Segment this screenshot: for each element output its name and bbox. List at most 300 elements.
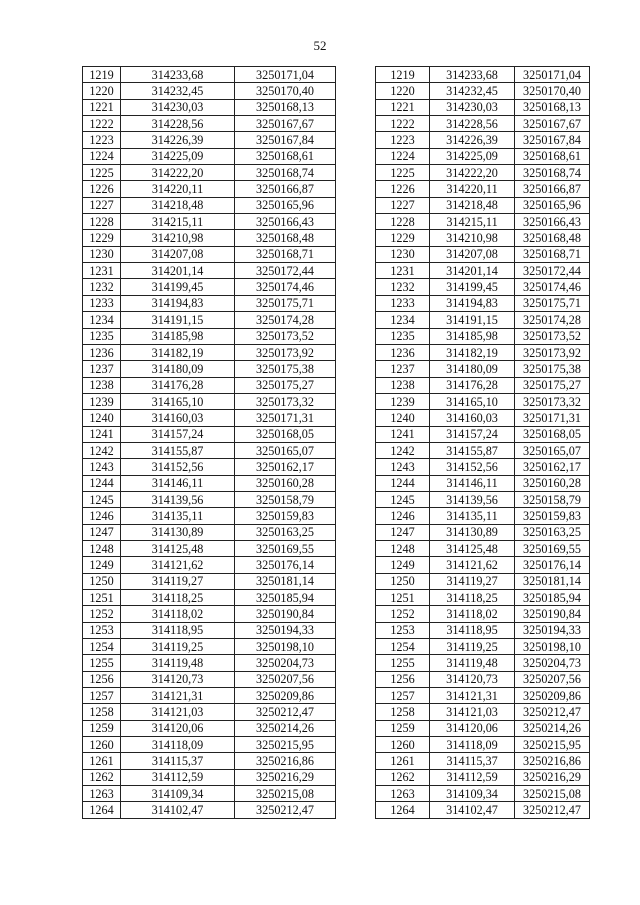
x-coordinate-cell: 314120,73 — [430, 671, 515, 687]
table-row — [376, 148, 590, 164]
point-number-cell: 1237 — [376, 361, 430, 377]
table-row — [83, 524, 336, 540]
y-coordinate-cell: 3250165,96 — [235, 197, 336, 213]
point-number-cell: 1264 — [83, 802, 121, 818]
y-coordinate-cell: 3250168,05 — [235, 426, 336, 442]
y-coordinate-cell: 3250171,31 — [515, 410, 590, 426]
table-row — [376, 720, 590, 736]
table-row — [83, 116, 336, 132]
table-row — [83, 410, 336, 426]
y-coordinate-cell: 3250174,46 — [235, 279, 336, 295]
point-number-cell: 1228 — [83, 214, 121, 230]
x-coordinate-cell: 314119,27 — [121, 573, 235, 589]
table-row — [376, 344, 590, 360]
x-coordinate-cell: 314125,48 — [121, 540, 235, 556]
x-coordinate-cell: 314130,89 — [430, 524, 515, 540]
x-coordinate-cell: 314115,37 — [121, 753, 235, 769]
y-coordinate-cell: 3250216,86 — [515, 753, 590, 769]
x-coordinate-cell: 314160,03 — [430, 410, 515, 426]
table-row — [83, 720, 336, 736]
table-row — [376, 279, 590, 295]
x-coordinate-cell: 314118,25 — [121, 590, 235, 606]
y-coordinate-cell: 3250165,96 — [515, 197, 590, 213]
table-row — [376, 181, 590, 197]
y-coordinate-cell: 3250168,61 — [235, 148, 336, 164]
x-coordinate-cell: 314135,11 — [430, 508, 515, 524]
y-coordinate-cell: 3250172,44 — [515, 263, 590, 279]
table-row — [83, 475, 336, 491]
y-coordinate-cell: 3250175,71 — [515, 295, 590, 311]
point-number-cell: 1263 — [376, 786, 430, 802]
point-number-cell: 1258 — [376, 704, 430, 720]
coordinates-table-right-body — [376, 67, 590, 819]
point-number-cell: 1240 — [376, 410, 430, 426]
table-row — [83, 590, 336, 606]
table-row — [376, 786, 590, 802]
table-row — [83, 459, 336, 475]
table-row — [83, 393, 336, 409]
y-coordinate-cell: 3250175,27 — [235, 377, 336, 393]
table-row — [83, 165, 336, 181]
y-coordinate-cell: 3250216,29 — [515, 769, 590, 785]
point-number-cell: 1258 — [83, 704, 121, 720]
y-coordinate-cell: 3250168,71 — [235, 246, 336, 262]
point-number-cell: 1243 — [376, 459, 430, 475]
point-number-cell: 1242 — [376, 442, 430, 458]
point-number-cell: 1257 — [83, 688, 121, 704]
x-coordinate-cell: 314155,87 — [121, 442, 235, 458]
point-number-cell: 1220 — [376, 83, 430, 99]
table-row — [376, 99, 590, 115]
x-coordinate-cell: 314102,47 — [121, 802, 235, 818]
y-coordinate-cell: 3250176,14 — [515, 557, 590, 573]
x-coordinate-cell: 314201,14 — [430, 263, 515, 279]
y-coordinate-cell: 3250165,07 — [515, 442, 590, 458]
y-coordinate-cell: 3250185,94 — [235, 590, 336, 606]
point-number-cell: 1220 — [83, 83, 121, 99]
table-row — [83, 99, 336, 115]
table-row — [83, 312, 336, 328]
point-number-cell: 1223 — [376, 132, 430, 148]
y-coordinate-cell: 3250162,17 — [515, 459, 590, 475]
y-coordinate-cell: 3250166,43 — [235, 214, 336, 230]
x-coordinate-cell: 314194,83 — [121, 295, 235, 311]
table-row — [83, 802, 336, 818]
x-coordinate-cell: 314125,48 — [430, 540, 515, 556]
table-row — [83, 737, 336, 753]
x-coordinate-cell: 314210,98 — [121, 230, 235, 246]
table-row — [83, 786, 336, 802]
x-coordinate-cell: 314230,03 — [121, 99, 235, 115]
table-row — [376, 590, 590, 606]
coordinates-table-right — [375, 66, 590, 819]
x-coordinate-cell: 314118,09 — [121, 737, 235, 753]
table-row — [376, 295, 590, 311]
y-coordinate-cell: 3250215,95 — [515, 737, 590, 753]
x-coordinate-cell: 314226,39 — [121, 132, 235, 148]
y-coordinate-cell: 3250212,47 — [515, 802, 590, 818]
x-coordinate-cell: 314176,28 — [121, 377, 235, 393]
x-coordinate-cell: 314109,34 — [121, 786, 235, 802]
y-coordinate-cell: 3250171,04 — [235, 67, 336, 83]
table-row — [83, 197, 336, 213]
y-coordinate-cell: 3250214,26 — [515, 720, 590, 736]
point-number-cell: 1245 — [376, 491, 430, 507]
y-coordinate-cell: 3250174,46 — [515, 279, 590, 295]
table-row — [83, 328, 336, 344]
y-coordinate-cell: 3250215,08 — [515, 786, 590, 802]
y-coordinate-cell: 3250165,07 — [235, 442, 336, 458]
table-row — [83, 622, 336, 638]
x-coordinate-cell: 314120,73 — [121, 671, 235, 687]
table-row — [376, 328, 590, 344]
x-coordinate-cell: 314112,59 — [430, 769, 515, 785]
point-number-cell: 1245 — [83, 491, 121, 507]
y-coordinate-cell: 3250175,38 — [515, 361, 590, 377]
x-coordinate-cell: 314226,39 — [430, 132, 515, 148]
point-number-cell: 1261 — [376, 753, 430, 769]
table-row — [83, 377, 336, 393]
x-coordinate-cell: 314207,08 — [430, 246, 515, 262]
table-row — [376, 132, 590, 148]
x-coordinate-cell: 314233,68 — [121, 67, 235, 83]
point-number-cell: 1243 — [83, 459, 121, 475]
point-number-cell: 1248 — [376, 540, 430, 556]
table-row — [376, 508, 590, 524]
point-number-cell: 1239 — [83, 393, 121, 409]
y-coordinate-cell: 3250175,71 — [235, 295, 336, 311]
y-coordinate-cell: 3250171,31 — [235, 410, 336, 426]
point-number-cell: 1226 — [376, 181, 430, 197]
y-coordinate-cell: 3250198,10 — [515, 639, 590, 655]
table-row — [376, 769, 590, 785]
x-coordinate-cell: 314118,95 — [430, 622, 515, 638]
table-row — [83, 67, 336, 83]
point-number-cell: 1262 — [376, 769, 430, 785]
point-number-cell: 1221 — [83, 99, 121, 115]
table-row — [376, 312, 590, 328]
x-coordinate-cell: 314199,45 — [121, 279, 235, 295]
point-number-cell: 1230 — [83, 246, 121, 262]
y-coordinate-cell: 3250190,84 — [515, 606, 590, 622]
x-coordinate-cell: 314180,09 — [430, 361, 515, 377]
point-number-cell: 1246 — [376, 508, 430, 524]
x-coordinate-cell: 314102,47 — [430, 802, 515, 818]
y-coordinate-cell: 3250169,55 — [235, 540, 336, 556]
y-coordinate-cell: 3250169,55 — [515, 540, 590, 556]
x-coordinate-cell: 314165,10 — [430, 393, 515, 409]
point-number-cell: 1238 — [376, 377, 430, 393]
y-coordinate-cell: 3250204,73 — [235, 655, 336, 671]
y-coordinate-cell: 3250158,79 — [235, 491, 336, 507]
table-row — [83, 671, 336, 687]
x-coordinate-cell: 314130,89 — [121, 524, 235, 540]
y-coordinate-cell: 3250173,92 — [515, 344, 590, 360]
point-number-cell: 1260 — [376, 737, 430, 753]
x-coordinate-cell: 314120,06 — [430, 720, 515, 736]
point-number-cell: 1235 — [83, 328, 121, 344]
y-coordinate-cell: 3250215,08 — [235, 786, 336, 802]
point-number-cell: 1222 — [376, 116, 430, 132]
point-number-cell: 1228 — [376, 214, 430, 230]
x-coordinate-cell: 314119,48 — [430, 655, 515, 671]
y-coordinate-cell: 3250185,94 — [515, 590, 590, 606]
y-coordinate-cell: 3250168,74 — [235, 165, 336, 181]
x-coordinate-cell: 314109,34 — [430, 786, 515, 802]
table-row — [83, 230, 336, 246]
table-row — [376, 459, 590, 475]
point-number-cell: 1256 — [83, 671, 121, 687]
point-number-cell: 1257 — [376, 688, 430, 704]
table-row — [376, 263, 590, 279]
table-row — [376, 475, 590, 491]
table-row — [83, 83, 336, 99]
table-row — [83, 540, 336, 556]
x-coordinate-cell: 314118,09 — [430, 737, 515, 753]
table-row — [83, 639, 336, 655]
point-number-cell: 1225 — [83, 165, 121, 181]
y-coordinate-cell: 3250168,13 — [235, 99, 336, 115]
x-coordinate-cell: 314157,24 — [121, 426, 235, 442]
x-coordinate-cell: 314210,98 — [430, 230, 515, 246]
x-coordinate-cell: 314112,59 — [121, 769, 235, 785]
table-row — [376, 753, 590, 769]
x-coordinate-cell: 314228,56 — [430, 116, 515, 132]
point-number-cell: 1232 — [376, 279, 430, 295]
table-row — [376, 165, 590, 181]
point-number-cell: 1250 — [376, 573, 430, 589]
point-number-cell: 1235 — [376, 328, 430, 344]
point-number-cell: 1252 — [376, 606, 430, 622]
x-coordinate-cell: 314118,02 — [430, 606, 515, 622]
x-coordinate-cell: 314201,14 — [121, 263, 235, 279]
x-coordinate-cell: 314119,27 — [430, 573, 515, 589]
point-number-cell: 1225 — [376, 165, 430, 181]
x-coordinate-cell: 314182,19 — [121, 344, 235, 360]
table-row — [376, 67, 590, 83]
point-number-cell: 1260 — [83, 737, 121, 753]
x-coordinate-cell: 314119,25 — [121, 639, 235, 655]
x-coordinate-cell: 314218,48 — [430, 197, 515, 213]
y-coordinate-cell: 3250173,52 — [515, 328, 590, 344]
point-number-cell: 1261 — [83, 753, 121, 769]
point-number-cell: 1227 — [376, 197, 430, 213]
y-coordinate-cell: 3250173,52 — [235, 328, 336, 344]
point-number-cell: 1239 — [376, 393, 430, 409]
y-coordinate-cell: 3250181,14 — [235, 573, 336, 589]
table-row — [83, 214, 336, 230]
y-coordinate-cell: 3250190,84 — [235, 606, 336, 622]
x-coordinate-cell: 314215,11 — [121, 214, 235, 230]
x-coordinate-cell: 314215,11 — [430, 214, 515, 230]
table-row — [376, 116, 590, 132]
table-row — [376, 426, 590, 442]
y-coordinate-cell: 3250216,29 — [235, 769, 336, 785]
table-row — [376, 361, 590, 377]
x-coordinate-cell: 314152,56 — [121, 459, 235, 475]
x-coordinate-cell: 314232,45 — [430, 83, 515, 99]
point-number-cell: 1233 — [376, 295, 430, 311]
point-number-cell: 1248 — [83, 540, 121, 556]
table-row — [83, 295, 336, 311]
x-coordinate-cell: 314233,68 — [430, 67, 515, 83]
coordinates-table-left-body — [83, 67, 336, 819]
y-coordinate-cell: 3250194,33 — [235, 622, 336, 638]
y-coordinate-cell: 3250166,87 — [515, 181, 590, 197]
point-number-cell: 1223 — [83, 132, 121, 148]
table-row — [376, 377, 590, 393]
point-number-cell: 1255 — [376, 655, 430, 671]
x-coordinate-cell: 314118,95 — [121, 622, 235, 638]
point-number-cell: 1247 — [83, 524, 121, 540]
x-coordinate-cell: 314157,24 — [430, 426, 515, 442]
x-coordinate-cell: 314185,98 — [430, 328, 515, 344]
y-coordinate-cell: 3250212,47 — [235, 802, 336, 818]
point-number-cell: 1230 — [376, 246, 430, 262]
y-coordinate-cell: 3250172,44 — [235, 263, 336, 279]
point-number-cell: 1250 — [83, 573, 121, 589]
table-row — [376, 540, 590, 556]
y-coordinate-cell: 3250216,86 — [235, 753, 336, 769]
y-coordinate-cell: 3250158,79 — [515, 491, 590, 507]
point-number-cell: 1231 — [83, 263, 121, 279]
point-number-cell: 1252 — [83, 606, 121, 622]
y-coordinate-cell: 3250163,25 — [235, 524, 336, 540]
x-coordinate-cell: 314182,19 — [430, 344, 515, 360]
y-coordinate-cell: 3250209,86 — [235, 688, 336, 704]
point-number-cell: 1241 — [83, 426, 121, 442]
table-row — [83, 361, 336, 377]
table-row — [83, 263, 336, 279]
y-coordinate-cell: 3250174,28 — [515, 312, 590, 328]
table-row — [376, 671, 590, 687]
y-coordinate-cell: 3250168,71 — [515, 246, 590, 262]
table-row — [83, 442, 336, 458]
x-coordinate-cell: 314121,62 — [121, 557, 235, 573]
table-row — [376, 606, 590, 622]
x-coordinate-cell: 314146,11 — [430, 475, 515, 491]
x-coordinate-cell: 314185,98 — [121, 328, 235, 344]
y-coordinate-cell: 3250168,74 — [515, 165, 590, 181]
table-row — [83, 148, 336, 164]
table-row — [83, 426, 336, 442]
x-coordinate-cell: 314228,56 — [121, 116, 235, 132]
table-row — [83, 279, 336, 295]
point-number-cell: 1247 — [376, 524, 430, 540]
table-row — [376, 442, 590, 458]
point-number-cell: 1226 — [83, 181, 121, 197]
point-number-cell: 1244 — [376, 475, 430, 491]
x-coordinate-cell: 314199,45 — [430, 279, 515, 295]
y-coordinate-cell: 3250173,32 — [235, 393, 336, 409]
point-number-cell: 1229 — [83, 230, 121, 246]
x-coordinate-cell: 314121,03 — [121, 704, 235, 720]
y-coordinate-cell: 3250181,14 — [515, 573, 590, 589]
y-coordinate-cell: 3250168,13 — [515, 99, 590, 115]
y-coordinate-cell: 3250167,67 — [235, 116, 336, 132]
table-row — [376, 573, 590, 589]
table-row — [376, 524, 590, 540]
y-coordinate-cell: 3250209,86 — [515, 688, 590, 704]
x-coordinate-cell: 314115,37 — [430, 753, 515, 769]
y-coordinate-cell: 3250168,61 — [515, 148, 590, 164]
point-number-cell: 1231 — [376, 263, 430, 279]
x-coordinate-cell: 314135,11 — [121, 508, 235, 524]
table-row — [376, 737, 590, 753]
x-coordinate-cell: 314232,45 — [121, 83, 235, 99]
y-coordinate-cell: 3250168,48 — [515, 230, 590, 246]
x-coordinate-cell: 314119,25 — [430, 639, 515, 655]
point-number-cell: 1233 — [83, 295, 121, 311]
point-number-cell: 1249 — [376, 557, 430, 573]
y-coordinate-cell: 3250162,17 — [235, 459, 336, 475]
y-coordinate-cell: 3250170,40 — [515, 83, 590, 99]
point-number-cell: 1234 — [83, 312, 121, 328]
table-row — [83, 344, 336, 360]
y-coordinate-cell: 3250204,73 — [515, 655, 590, 671]
x-coordinate-cell: 314225,09 — [121, 148, 235, 164]
point-number-cell: 1229 — [376, 230, 430, 246]
y-coordinate-cell: 3250167,67 — [515, 116, 590, 132]
y-coordinate-cell: 3250215,95 — [235, 737, 336, 753]
point-number-cell: 1227 — [83, 197, 121, 213]
x-coordinate-cell: 314139,56 — [121, 491, 235, 507]
y-coordinate-cell: 3250212,47 — [235, 704, 336, 720]
y-coordinate-cell: 3250168,48 — [235, 230, 336, 246]
point-number-cell: 1256 — [376, 671, 430, 687]
x-coordinate-cell: 314118,02 — [121, 606, 235, 622]
table-row — [376, 557, 590, 573]
y-coordinate-cell: 3250173,32 — [515, 393, 590, 409]
x-coordinate-cell: 314118,25 — [430, 590, 515, 606]
table-row — [376, 197, 590, 213]
x-coordinate-cell: 314220,11 — [121, 181, 235, 197]
point-number-cell: 1254 — [83, 639, 121, 655]
point-number-cell: 1224 — [83, 148, 121, 164]
y-coordinate-cell: 3250207,56 — [515, 671, 590, 687]
y-coordinate-cell: 3250168,05 — [515, 426, 590, 442]
point-number-cell: 1246 — [83, 508, 121, 524]
table-row — [376, 622, 590, 638]
y-coordinate-cell: 3250174,28 — [235, 312, 336, 328]
point-number-cell: 1236 — [376, 344, 430, 360]
point-number-cell: 1219 — [376, 67, 430, 83]
y-coordinate-cell: 3250160,28 — [515, 475, 590, 491]
y-coordinate-cell: 3250176,14 — [235, 557, 336, 573]
y-coordinate-cell: 3250159,83 — [515, 508, 590, 524]
x-coordinate-cell: 314207,08 — [121, 246, 235, 262]
x-coordinate-cell: 314152,56 — [430, 459, 515, 475]
point-number-cell: 1259 — [83, 720, 121, 736]
x-coordinate-cell: 314194,83 — [430, 295, 515, 311]
y-coordinate-cell: 3250212,47 — [515, 704, 590, 720]
table-row — [376, 802, 590, 818]
y-coordinate-cell: 3250175,38 — [235, 361, 336, 377]
point-number-cell: 1240 — [83, 410, 121, 426]
point-number-cell: 1222 — [83, 116, 121, 132]
table-row — [376, 230, 590, 246]
table-row — [83, 606, 336, 622]
point-number-cell: 1234 — [376, 312, 430, 328]
y-coordinate-cell: 3250167,84 — [515, 132, 590, 148]
x-coordinate-cell: 314139,56 — [430, 491, 515, 507]
point-number-cell: 1264 — [376, 802, 430, 818]
x-coordinate-cell: 314180,09 — [121, 361, 235, 377]
point-number-cell: 1221 — [376, 99, 430, 115]
table-row — [376, 704, 590, 720]
point-number-cell: 1238 — [83, 377, 121, 393]
x-coordinate-cell: 314121,62 — [430, 557, 515, 573]
